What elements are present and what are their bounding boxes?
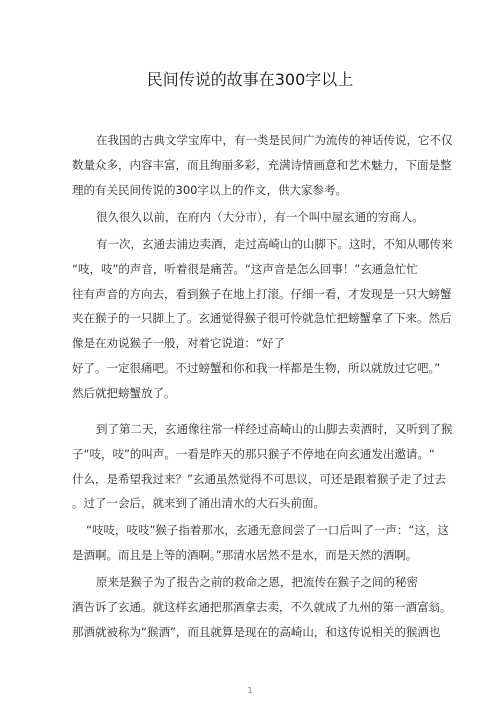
paragraph-line: 在我国的古典文学宝库中，有一类是民间广为流传的神话传说，它不仅 <box>96 133 453 147</box>
paragraph-line: 原来是猴子为了报告之前的救命之恩，把流传在猴子之间的秘密 <box>96 575 418 589</box>
paragraph-line: 是酒啊。而且是上等的酒啊。”那清水居然不是水，而是天然的酒啊。 <box>72 547 418 562</box>
paragraph-5 <box>72 518 449 568</box>
paragraph-line: “吱，吱”的声音，听着很是痛苦。“这声音是怎么回事！”玄通急忙忙 <box>72 261 418 276</box>
paragraph-line: 。过了一会后，就来到了涌出清水的大石头前面。 <box>72 496 325 511</box>
page-title: 民间传说的故事在300字以上 <box>146 70 354 89</box>
paragraph-line: 像是在劝说猴子一般，对着它说道：“好了 <box>72 336 285 351</box>
paragraph-line: 夹在猴子的一只脚上了。玄通觉得猴子很可怜就急忙把螃蟹拿了下来。然后 <box>72 311 452 326</box>
paragraph-line: 然后就把螃蟹放了。 <box>72 385 176 400</box>
paragraph-line: 往有声音的方向去，看到猴子在地上打滚。仔细一看，才发现是一只大螃蟹 <box>72 286 452 301</box>
paragraph-4 <box>72 417 453 516</box>
paragraph-6 <box>72 570 452 644</box>
paragraph-1 <box>72 128 453 202</box>
paragraph-line: 子“吱，吱”的叫声。一看是昨天的那只猴子不停地在向玄通发出邀请。“ <box>72 446 435 461</box>
paragraph-line: 数量众多，内容丰富，而且绚丽多彩，充满诗情画意和艺术魅力，下面是整 <box>72 157 452 172</box>
paragraph-line: 好了。一定很痛吧。不过螃蟹和你和我一样都是生物，所以就放过它吧。” <box>72 360 441 375</box>
paragraph-line: “吱吱，吱吱”猴子指着那水，玄通无意间尝了一口后叫了一声：“这，这 <box>86 523 449 537</box>
page-number: 1 <box>247 686 253 695</box>
paragraph-line: 那酒就被称为“猴酒”，而且就算是现在的高崎山，和这传说相关的猴酒也 <box>72 624 441 639</box>
paragraph-line: 酒告诉了玄通。就这样玄通把那酒拿去卖，不久就成了九州的第一酒富翁。 <box>72 599 452 614</box>
paragraph-2 <box>72 205 432 230</box>
paragraph-line: 很久很久以前，在府内（大分市），有一个叫中屋玄通的穷商人。 <box>96 210 424 224</box>
paragraph-line: 有一次，玄通去浦边卖酒，走过高崎山的山脚下。这时，不知从哪传来 <box>96 237 453 251</box>
paragraph-line: 理的有关民间传说的300字以上的作文，供大家参考。 <box>72 182 347 197</box>
paragraph-3 <box>72 232 453 406</box>
paragraph-line: 到了第二天，玄通像往常一样经过高崎山的山脚去卖酒时，又听到了猴 <box>96 422 453 436</box>
paragraph-line: 什么，是希望我过来？”玄通虽然觉得不可思议，可还是跟着猴子走了过去 <box>72 471 446 486</box>
